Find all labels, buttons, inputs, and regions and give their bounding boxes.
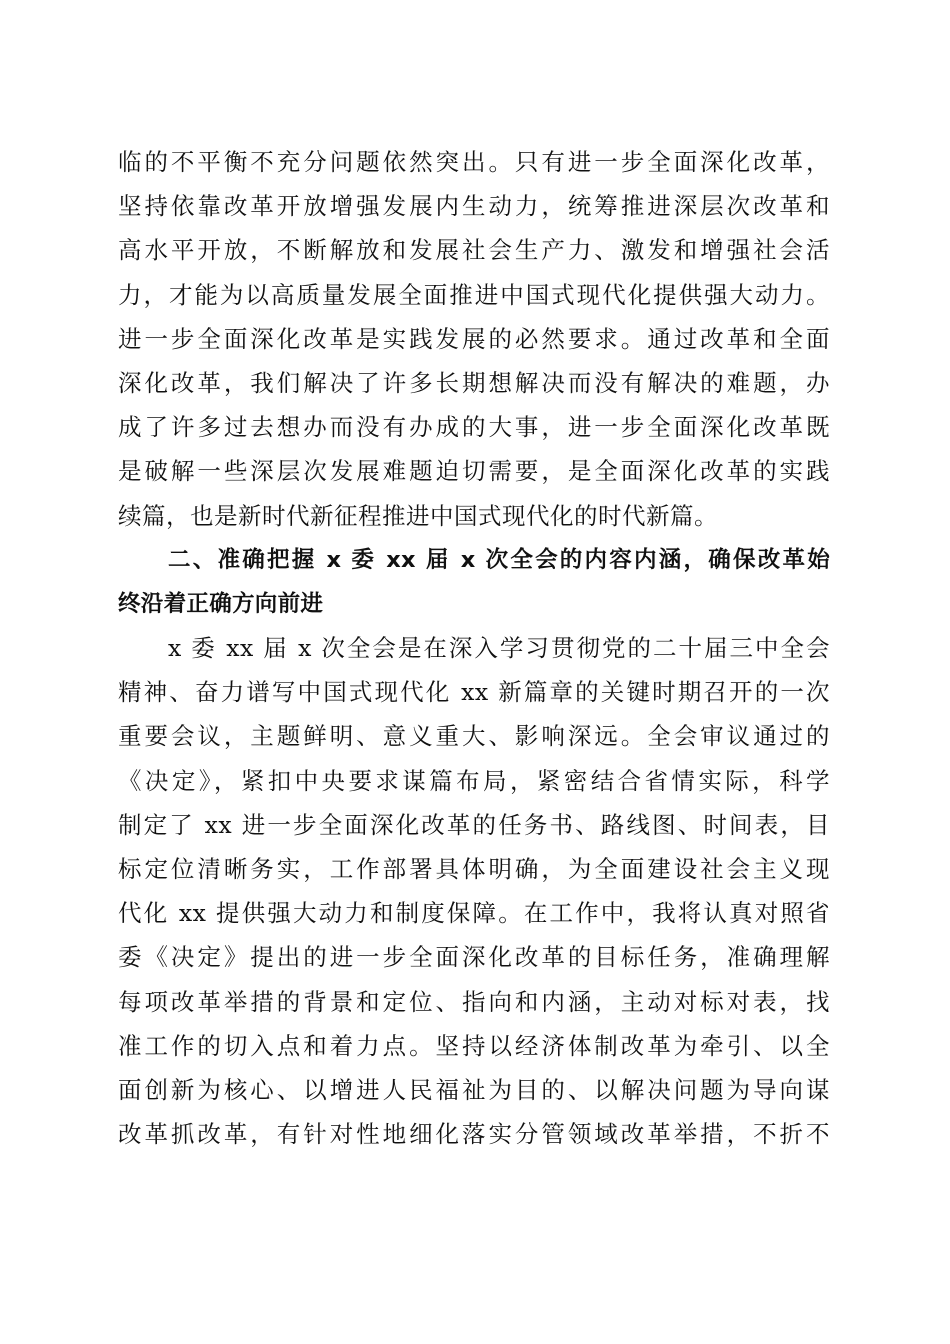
paragraph-line: 制定了 xx 进一步全面深化改革的任务书、路线图、时间表，目 [118, 810, 830, 839]
paragraph-line: 是破解一些深层次发展难题迫切需要，是全面深化改革的实践 [118, 457, 830, 486]
paragraph-line: 进一步全面深化改革是实践发展的必然要求。通过改革和全面 [118, 324, 830, 353]
paragraph-line: 重要会议，主题鲜明、意义重大、影响深远。全会审议通过的 [118, 722, 830, 751]
paragraph-line: 力，才能为以高质量发展全面推进中国式现代化提供强大动力。 [118, 280, 830, 309]
paragraph-line: 成了许多过去想办而没有办成的大事，进一步全面深化改革既 [118, 413, 830, 442]
paragraph-line: 标定位清晰务实，工作部署具体明确，为全面建设社会主义现 [118, 855, 830, 883]
paragraph-line: 高水平开放，不断解放和发展社会生产力、激发和增强社会活 [118, 236, 830, 265]
paragraph-line: 精神、奋力谱写中国式现代化 xx 新篇章的关键时期召开的一次 [118, 678, 830, 707]
paragraph-line: x 委 xx 届 x 次全会是在深入学习贯彻党的二十届三中全会 [168, 634, 830, 663]
paragraph-line: 代化 xx 提供强大动力和制度保障。在工作中，我将认真对照省 [118, 899, 830, 928]
section-heading: 终沿着正确方向前进 [118, 590, 324, 617]
paragraph-line: 坚持依靠改革开放增强发展内生动力，统筹推进深层次改革和 [118, 192, 830, 221]
paragraph-line: 续篇，也是新时代新征程推进中国式现代化的时代新篇。 [118, 501, 718, 530]
paragraph-line: 每项改革举措的背景和定位、指向和内涵，主动对标对表，找 [118, 987, 830, 1016]
paragraph-line: 准工作的切入点和着力点。坚持以经济体制改革为牵引、以全 [118, 1031, 830, 1060]
paragraph-line: 委《决定》提出的进一步全面深化改革的目标任务，准确理解 [118, 943, 830, 972]
paragraph-line: 深化改革，我们解决了许多长期想解决而没有解决的难题，办 [118, 368, 830, 397]
section-heading: 二、准确把握 x 委 xx 届 x 次全会的内容内涵，确保改革始 [168, 546, 830, 573]
paragraph-line: 《决定》，紧扣中央要求谋篇布局，紧密结合省情实际，科学 [118, 766, 830, 795]
paragraph-line: 临的不平衡不充分问题依然突出。只有进一步全面深化改革， [118, 148, 830, 176]
paragraph-line: 改革抓改革，有针对性地细化落实分管领域改革举措，不折不 [118, 1120, 830, 1149]
document-body [118, 140, 830, 1156]
paragraph-line: 面创新为核心、以增进人民福祉为目的、以解决问题为导向谋 [118, 1075, 830, 1104]
